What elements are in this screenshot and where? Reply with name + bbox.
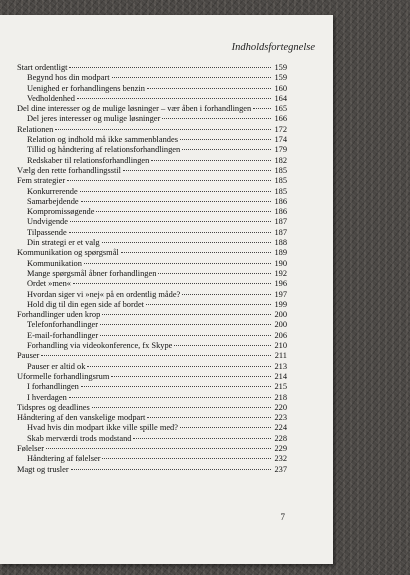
- toc-entry-title: Begynd hos din modpart: [27, 73, 110, 83]
- dot-leader: [69, 397, 271, 398]
- toc-entry-page: 188: [274, 238, 287, 248]
- toc-entry: [17, 300, 287, 310]
- toc-entry: [17, 114, 287, 124]
- toc-entry-title: Relation og indhold må ikke sammenblandes: [27, 135, 178, 145]
- dot-leader: [69, 232, 271, 233]
- dot-leader: [100, 324, 271, 325]
- toc-entry-title: Start ordentligt: [17, 63, 68, 72]
- dot-leader: [80, 191, 271, 192]
- toc-entry-title: Vedholdenhed: [27, 93, 75, 103]
- toc-entry-page: 237: [274, 464, 287, 474]
- toc-entry-page: 159: [274, 63, 287, 72]
- toc-entry-page: 186: [274, 207, 287, 217]
- toc-entry: [17, 259, 287, 269]
- toc-entry-title: Kompromissøgende: [27, 207, 95, 217]
- dot-leader: [151, 160, 271, 161]
- toc-entry-title: Telefonforhandlinger: [27, 320, 99, 330]
- toc-entry-title: Uformelle forhandlingsrum: [17, 371, 110, 381]
- dot-leader: [182, 149, 271, 150]
- toc-entry-page: 223: [274, 413, 287, 423]
- toc-entry: [17, 372, 287, 382]
- toc-entry: [17, 135, 287, 145]
- toc-entry: [17, 320, 287, 330]
- dot-leader: [87, 366, 271, 367]
- running-header: Indholdsfortegnelse: [231, 42, 315, 53]
- toc-entry-page: 172: [274, 124, 287, 134]
- dot-leader: [146, 304, 271, 305]
- toc-entry: [17, 465, 287, 475]
- dot-leader: [180, 139, 271, 140]
- toc-entry-page: 197: [274, 289, 287, 299]
- toc-entry-page: 224: [274, 423, 287, 433]
- toc-entry: [17, 341, 287, 351]
- dot-leader: [41, 355, 271, 356]
- toc-entry-title: E-mail-forhandlinger: [27, 330, 99, 340]
- toc-entry-page: 229: [274, 443, 287, 453]
- toc-entry: [17, 104, 287, 114]
- dot-leader: [71, 469, 271, 470]
- toc-entry-page: 179: [274, 145, 287, 155]
- toc-entry-title: Din strategi er et valg: [27, 238, 100, 248]
- toc-entry-page: 187: [274, 227, 287, 237]
- toc-entry-title: Del jeres interesser og mulige løsninger: [27, 114, 161, 124]
- dot-leader: [102, 242, 271, 243]
- toc-entry-title: Pauser er altid ok: [27, 361, 86, 371]
- toc-entry-title: Redskaber til relationsforhandlingen: [27, 155, 150, 165]
- dot-leader: [102, 314, 271, 315]
- toc-entry-page: 165: [274, 104, 287, 114]
- toc-entry-page: 164: [274, 93, 287, 103]
- toc-entry: [17, 187, 287, 197]
- toc-entry-title: Hvad hvis din modpart ikke ville spille med?: [27, 423, 178, 433]
- toc-entry-title: Uenighed er forhandlingens benzin: [27, 83, 145, 93]
- toc-entry-page: 182: [274, 155, 287, 165]
- dot-leader: [133, 438, 271, 439]
- table-of-contents: [17, 63, 287, 475]
- toc-entry-page: 185: [274, 165, 287, 175]
- toc-entry: [17, 176, 287, 186]
- toc-entry-page: 211: [274, 351, 287, 361]
- page-number: 7: [280, 512, 285, 522]
- dot-leader: [182, 294, 271, 295]
- toc-entry: [17, 362, 287, 372]
- toc-entry-title: Forhandlinger uden krop: [17, 310, 101, 320]
- toc-entry-title: Tilpassende: [27, 227, 67, 237]
- toc-entry: [17, 156, 287, 166]
- toc-entry: [17, 423, 287, 433]
- dot-leader: [92, 407, 271, 408]
- toc-entry-page: 220: [274, 402, 287, 412]
- toc-entry-title: Håndtering af den vanskelige modpart: [17, 413, 146, 423]
- dot-leader: [55, 129, 271, 130]
- toc-entry-page: 189: [274, 248, 287, 258]
- toc-entry-title: Magt og trusler: [17, 464, 69, 474]
- toc-entry: [17, 84, 287, 94]
- toc-entry-title: Pauser: [17, 351, 40, 361]
- dot-leader: [73, 283, 271, 284]
- toc-entry-page: 200: [274, 320, 287, 330]
- toc-entry: [17, 217, 287, 227]
- toc-entry: [17, 166, 287, 176]
- toc-entry-page: 185: [274, 176, 287, 186]
- toc-entry-page: 186: [274, 196, 287, 206]
- toc-entry: [17, 331, 287, 341]
- toc-entry-title: Fem strategier: [17, 176, 66, 186]
- toc-entry-page: 199: [274, 299, 287, 309]
- toc-entry-title: Skab merværdi trods modstand: [27, 433, 132, 443]
- toc-entry: [17, 454, 287, 464]
- toc-entry-title: Vælg den rette forhandlingsstil: [17, 165, 121, 175]
- dot-leader: [253, 108, 271, 109]
- dot-leader: [180, 427, 271, 428]
- toc-entry-title: I hverdagen: [27, 392, 67, 402]
- toc-entry-title: Mange spørgsmål åbner forhandlingen: [27, 268, 157, 278]
- toc-entry-page: 160: [274, 83, 287, 93]
- toc-entry: [17, 413, 287, 423]
- toc-entry: [17, 269, 287, 279]
- toc-entry-page: 196: [274, 279, 287, 289]
- dot-leader: [67, 180, 271, 181]
- toc-entry-page: 190: [274, 258, 287, 268]
- dot-leader: [102, 458, 271, 459]
- toc-entry-title: Undvigende: [27, 217, 68, 227]
- dot-leader: [121, 252, 271, 253]
- toc-entry: [17, 382, 287, 392]
- dot-leader: [46, 448, 271, 449]
- toc-entry-page: 200: [274, 310, 287, 320]
- toc-entry: [17, 434, 287, 444]
- toc-entry-page: 159: [274, 73, 287, 83]
- toc-entry: [17, 63, 287, 73]
- dot-leader: [70, 221, 271, 222]
- toc-entry-page: 187: [274, 217, 287, 227]
- toc-entry: [17, 393, 287, 403]
- dot-leader: [96, 211, 271, 212]
- toc-entry-title: Del dine interesser og de mulige løsninger – vær åben i forhandlingen: [17, 104, 252, 114]
- dot-leader: [84, 263, 271, 264]
- toc-entry-title: Hvordan siger vi »nej« på en ordentlig måde?: [27, 289, 181, 299]
- dot-leader: [81, 201, 271, 202]
- toc-entry-page: 210: [274, 341, 287, 351]
- dot-leader: [174, 345, 271, 346]
- dot-leader: [162, 118, 271, 119]
- dot-leader: [69, 67, 271, 68]
- toc-entry: [17, 351, 287, 361]
- book-page: [0, 15, 333, 564]
- dot-leader: [147, 417, 271, 418]
- toc-entry-page: 228: [274, 433, 287, 443]
- dot-leader: [112, 77, 271, 78]
- toc-entry-page: 213: [274, 361, 287, 371]
- toc-entry: [17, 403, 287, 413]
- toc-entry-title: Konkurrerende: [27, 186, 78, 196]
- toc-entry-title: Håndtering af følelser: [27, 454, 101, 464]
- toc-entry-title: Tidspres og deadlines: [17, 402, 90, 412]
- toc-entry-title: Ordet »men«: [27, 279, 71, 289]
- toc-entry: [17, 228, 287, 238]
- dot-leader: [81, 386, 271, 387]
- toc-entry-page: 214: [274, 371, 287, 381]
- toc-entry-title: Følelser: [17, 443, 44, 453]
- toc-entry-title: Hold dig til din egen side af bordet: [27, 299, 144, 309]
- toc-entry: [17, 73, 287, 83]
- toc-entry-page: 166: [274, 114, 287, 124]
- toc-entry: [17, 290, 287, 300]
- toc-entry: [17, 444, 287, 454]
- dot-leader: [100, 335, 271, 336]
- toc-entry-title: Relationen: [17, 124, 54, 134]
- toc-entry-title: Kommunikation: [27, 258, 82, 268]
- toc-entry: [17, 238, 287, 248]
- dot-leader: [123, 170, 271, 171]
- toc-entry: [17, 197, 287, 207]
- dot-leader: [147, 88, 271, 89]
- toc-entry: [17, 125, 287, 135]
- toc-entry-page: 192: [274, 268, 287, 278]
- dot-leader: [111, 376, 271, 377]
- toc-entry: [17, 94, 287, 104]
- toc-entry-page: 232: [274, 454, 287, 464]
- toc-entry: [17, 207, 287, 217]
- toc-entry: [17, 145, 287, 155]
- toc-entry: [17, 248, 287, 258]
- dot-leader: [158, 273, 271, 274]
- toc-entry-title: Samarbejdende: [27, 196, 79, 206]
- toc-entry-page: 185: [274, 186, 287, 196]
- toc-entry-page: 174: [274, 135, 287, 145]
- toc-entry: [17, 310, 287, 320]
- toc-entry-page: 218: [274, 392, 287, 402]
- toc-entry-page: 206: [274, 330, 287, 340]
- toc-entry-title: I forhandlingen: [27, 382, 79, 392]
- toc-entry-page: 215: [274, 382, 287, 392]
- toc-entry-title: Kommunikation og spørgsmål: [17, 248, 119, 258]
- toc-entry-title: Forhandling via videokonference, fx Skype: [27, 341, 173, 351]
- dot-leader: [77, 98, 271, 99]
- toc-entry-title: Tillid og håndtering af relationsforhandlingen: [27, 145, 181, 155]
- toc-entry: [17, 279, 287, 289]
